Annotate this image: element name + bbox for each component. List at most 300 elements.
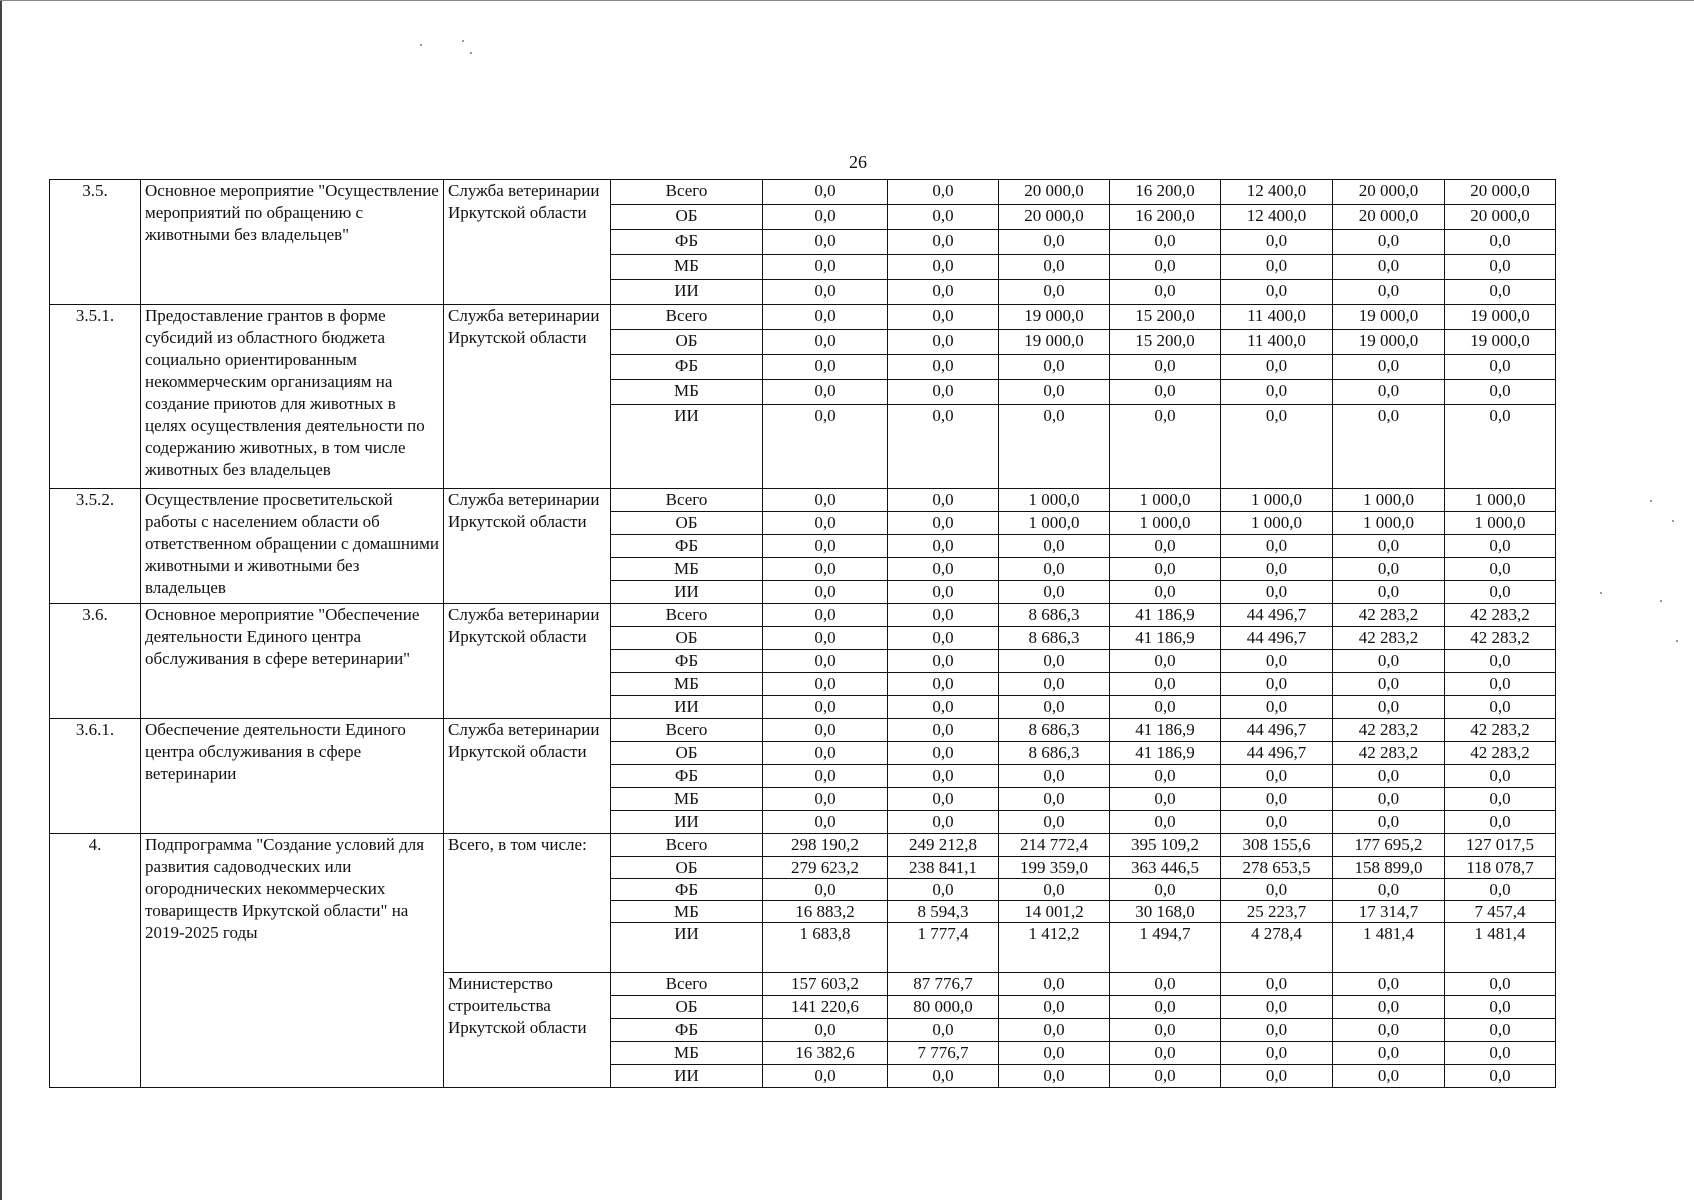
funding-source-cell: ИИ [611,1065,763,1088]
amount-cell: 0,0 [1445,380,1556,405]
amount-cell: 30 168,0 [1110,901,1221,923]
amount-cell: 0,0 [763,512,888,535]
amount-cell: 298 190,2 [763,834,888,857]
amount-cell: 0,0 [999,1065,1110,1088]
table-row [50,719,1556,742]
amount-cell: 0,0 [1445,879,1556,901]
amount-cell: 0,0 [999,673,1110,696]
funding-source-cell: МБ [611,558,763,581]
amount-cell: 0,0 [1445,280,1556,305]
amount-cell: 1 000,0 [1333,512,1445,535]
amount-cell: 0,0 [888,765,999,788]
amount-cell: 0,0 [888,405,999,489]
scan-speck [1600,592,1602,594]
funding-source-cell: ФБ [611,1019,763,1042]
amount-cell: 19 000,0 [999,305,1110,330]
amount-cell: 0,0 [999,255,1110,280]
amount-cell: 0,0 [1110,558,1221,581]
amount-cell: 0,0 [888,180,999,205]
funding-source-cell: ОБ [611,857,763,879]
funding-source-cell: МБ [611,788,763,811]
amount-cell: 0,0 [888,1019,999,1042]
amount-cell: 0,0 [888,380,999,405]
amount-cell: 0,0 [1110,765,1221,788]
amount-cell: 0,0 [888,604,999,627]
amount-cell: 42 283,2 [1445,604,1556,627]
amount-cell: 0,0 [763,355,888,380]
amount-cell: 0,0 [1110,1019,1221,1042]
scan-speck [462,40,464,42]
responsible-executor-cell: Служба ветеринарии Иркутской области [444,489,611,604]
scan-speck [1672,520,1674,522]
amount-cell: 0,0 [763,879,888,901]
amount-cell: 0,0 [1333,650,1445,673]
amount-cell: 0,0 [999,558,1110,581]
amount-cell: 0,0 [1333,879,1445,901]
amount-cell: 0,0 [999,788,1110,811]
amount-cell: 278 653,5 [1221,857,1333,879]
amount-cell: 1 777,4 [888,923,999,973]
amount-cell: 0,0 [1333,973,1445,996]
scan-left-edge [0,0,2,1200]
amount-cell: 0,0 [1333,280,1445,305]
measure-name-cell: Подпрограмма "Создание условий для развития садоводческих или огороднических некоммерческих товариществ Иркутской области" на 2019-2025 годы [141,834,444,1088]
amount-cell: 8 594,3 [888,901,999,923]
amount-cell: 0,0 [1221,535,1333,558]
amount-cell: 20 000,0 [1445,205,1556,230]
amount-cell: 0,0 [1110,650,1221,673]
amount-cell: 0,0 [999,230,1110,255]
funding-source-cell: ФБ [611,230,763,255]
amount-cell: 0,0 [1110,811,1221,834]
amount-cell: 0,0 [1445,973,1556,996]
amount-cell: 14 001,2 [999,901,1110,923]
amount-cell: 0,0 [763,230,888,255]
funding-source-cell: ИИ [611,696,763,719]
amount-cell: 0,0 [763,627,888,650]
responsible-executor-cell: Служба ветеринарии Иркутской области [444,305,611,489]
amount-cell: 0,0 [763,180,888,205]
amount-cell: 0,0 [1221,973,1333,996]
funding-source-cell: ИИ [611,923,763,973]
funding-source-cell: ОБ [611,512,763,535]
amount-cell: 1 494,7 [1110,923,1221,973]
amount-cell: 0,0 [888,330,999,355]
row-number-cell: 3.6.1. [50,719,141,834]
amount-cell: 42 283,2 [1333,742,1445,765]
responsible-executor-cell: Служба ветеринарии Иркутской области [444,719,611,834]
funding-source-cell: МБ [611,255,763,280]
amount-cell: 0,0 [1221,581,1333,604]
amount-cell: 0,0 [1110,230,1221,255]
amount-cell: 0,0 [1110,255,1221,280]
amount-cell: 16 382,6 [763,1042,888,1065]
amount-cell: 1 000,0 [1445,512,1556,535]
amount-cell: 0,0 [888,1065,999,1088]
amount-cell: 308 155,6 [1221,834,1333,857]
funding-source-cell: ОБ [611,742,763,765]
amount-cell: 80 000,0 [888,996,999,1019]
amount-cell: 0,0 [763,650,888,673]
amount-cell: 8 686,3 [999,627,1110,650]
amount-cell: 0,0 [1221,788,1333,811]
amount-cell: 0,0 [999,879,1110,901]
table-row [50,489,1556,512]
table-row [50,305,1556,330]
amount-cell: 19 000,0 [1333,305,1445,330]
amount-cell: 0,0 [763,1065,888,1088]
scan-speck [1650,500,1652,502]
amount-cell: 0,0 [999,535,1110,558]
amount-cell: 0,0 [763,1019,888,1042]
scan-speck [420,44,422,46]
amount-cell: 0,0 [763,696,888,719]
amount-cell: 20 000,0 [1333,205,1445,230]
amount-cell: 0,0 [1221,996,1333,1019]
amount-cell: 19 000,0 [1333,330,1445,355]
measure-name-cell: Предоставление грантов в форме субсидий из областного бюджета социально ориентированным некоммерческим организациям на создание приютов для животных в целях осуществления деятельности по содержанию животных, в том числе животных без владельцев [141,305,444,489]
amount-cell: 0,0 [1445,1065,1556,1088]
amount-cell: 0,0 [1110,405,1221,489]
amount-cell: 0,0 [763,719,888,742]
amount-cell: 0,0 [1445,1019,1556,1042]
amount-cell: 0,0 [1221,811,1333,834]
amount-cell: 1 000,0 [999,512,1110,535]
amount-cell: 41 186,9 [1110,719,1221,742]
amount-cell: 0,0 [763,604,888,627]
amount-cell: 0,0 [1110,996,1221,1019]
funding-source-cell: ИИ [611,280,763,305]
amount-cell: 0,0 [1110,355,1221,380]
amount-cell: 0,0 [1221,765,1333,788]
amount-cell: 0,0 [888,879,999,901]
amount-cell: 0,0 [1445,650,1556,673]
measure-name-cell: Обеспечение деятельности Единого центра обслуживания в сфере ветеринарии [141,719,444,834]
amount-cell: 15 200,0 [1110,330,1221,355]
amount-cell: 0,0 [888,811,999,834]
amount-cell: 0,0 [1445,558,1556,581]
amount-cell: 0,0 [763,788,888,811]
amount-cell: 0,0 [1333,1042,1445,1065]
amount-cell: 0,0 [1221,879,1333,901]
amount-cell: 0,0 [1333,1019,1445,1042]
funding-source-cell: ФБ [611,535,763,558]
row-number-cell: 3.6. [50,604,141,719]
amount-cell: 0,0 [1221,380,1333,405]
amount-cell: 0,0 [1110,380,1221,405]
amount-cell: 0,0 [1445,788,1556,811]
amount-cell: 7 457,4 [1445,901,1556,923]
amount-cell: 0,0 [1333,765,1445,788]
amount-cell: 44 496,7 [1221,604,1333,627]
amount-cell: 0,0 [1333,355,1445,380]
responsible-executor-cell: Всего, в том числе: [444,834,611,973]
amount-cell: 11 400,0 [1221,330,1333,355]
amount-cell: 0,0 [999,405,1110,489]
amount-cell: 1 000,0 [999,489,1110,512]
amount-cell: 0,0 [1333,230,1445,255]
amount-cell: 0,0 [1110,581,1221,604]
amount-cell: 0,0 [1445,696,1556,719]
amount-cell: 44 496,7 [1221,742,1333,765]
amount-cell: 1 000,0 [1445,489,1556,512]
funding-source-cell: ИИ [611,581,763,604]
amount-cell: 0,0 [1445,581,1556,604]
amount-cell: 0,0 [888,788,999,811]
amount-cell: 1 481,4 [1445,923,1556,973]
responsible-executor-cell: Министерство строительства Иркутской области [444,973,611,1088]
amount-cell: 42 283,2 [1333,627,1445,650]
amount-cell: 0,0 [1333,558,1445,581]
amount-cell: 0,0 [1110,1042,1221,1065]
funding-source-cell: ОБ [611,627,763,650]
amount-cell: 141 220,6 [763,996,888,1019]
amount-cell: 7 776,7 [888,1042,999,1065]
responsible-executor-cell: Служба ветеринарии Иркутской области [444,604,611,719]
funding-source-cell: ОБ [611,996,763,1019]
amount-cell: 20 000,0 [999,180,1110,205]
amount-cell: 0,0 [999,355,1110,380]
row-number-cell: 3.5.1. [50,305,141,489]
amount-cell: 20 000,0 [999,205,1110,230]
amount-cell: 16 883,2 [763,901,888,923]
funding-source-cell: МБ [611,1042,763,1065]
funding-source-cell: Всего [611,489,763,512]
funding-source-cell: МБ [611,380,763,405]
amount-cell: 0,0 [999,280,1110,305]
responsible-executor-cell: Служба ветеринарии Иркутской области [444,180,611,305]
amount-cell: 0,0 [763,535,888,558]
amount-cell: 0,0 [1110,280,1221,305]
amount-cell: 42 283,2 [1333,604,1445,627]
amount-cell: 16 200,0 [1110,205,1221,230]
scan-speck [1676,640,1678,642]
amount-cell: 0,0 [888,512,999,535]
row-number-cell: 4. [50,834,141,1088]
table-row [50,180,1556,205]
amount-cell: 0,0 [888,205,999,230]
amount-cell: 0,0 [1445,405,1556,489]
amount-cell: 0,0 [1445,673,1556,696]
amount-cell: 1 412,2 [999,923,1110,973]
amount-cell: 41 186,9 [1110,627,1221,650]
amount-cell: 0,0 [1445,230,1556,255]
amount-cell: 0,0 [999,380,1110,405]
amount-cell: 0,0 [1110,696,1221,719]
amount-cell: 0,0 [888,535,999,558]
amount-cell: 0,0 [888,696,999,719]
funding-source-cell: МБ [611,673,763,696]
amount-cell: 0,0 [1110,673,1221,696]
amount-cell: 0,0 [1333,581,1445,604]
amount-cell: 0,0 [763,811,888,834]
amount-cell: 0,0 [1221,1065,1333,1088]
amount-cell: 0,0 [888,558,999,581]
amount-cell: 42 283,2 [1445,627,1556,650]
amount-cell: 0,0 [1445,255,1556,280]
amount-cell: 0,0 [888,719,999,742]
funding-source-cell: ИИ [611,811,763,834]
amount-cell: 1 683,8 [763,923,888,973]
amount-cell: 0,0 [763,380,888,405]
row-number-cell: 3.5. [50,180,141,305]
amount-cell: 44 496,7 [1221,627,1333,650]
amount-cell: 0,0 [999,765,1110,788]
table-row [50,834,1556,857]
amount-cell: 158 899,0 [1333,857,1445,879]
amount-cell: 0,0 [1333,673,1445,696]
amount-cell: 41 186,9 [1110,604,1221,627]
amount-cell: 0,0 [1333,696,1445,719]
funding-source-cell: ФБ [611,879,763,901]
funding-source-cell: ИИ [611,405,763,489]
scan-top-edge [0,0,1694,1]
amount-cell: 0,0 [999,1019,1110,1042]
amount-cell: 0,0 [1110,973,1221,996]
amount-cell: 0,0 [763,489,888,512]
amount-cell: 0,0 [888,673,999,696]
amount-cell: 11 400,0 [1221,305,1333,330]
row-number-cell: 3.5.2. [50,489,141,604]
amount-cell: 17 314,7 [1333,901,1445,923]
funding-source-cell: Всего [611,973,763,996]
amount-cell: 199 359,0 [999,857,1110,879]
amount-cell: 12 400,0 [1221,205,1333,230]
amount-cell: 0,0 [763,742,888,765]
amount-cell: 0,0 [888,230,999,255]
amount-cell: 0,0 [888,255,999,280]
amount-cell: 0,0 [888,305,999,330]
page-number: 26 [849,152,867,172]
amount-cell: 0,0 [999,811,1110,834]
amount-cell: 214 772,4 [999,834,1110,857]
amount-cell: 0,0 [763,205,888,230]
amount-cell: 0,0 [1221,355,1333,380]
amount-cell: 0,0 [1445,811,1556,834]
amount-cell: 0,0 [763,280,888,305]
funding-source-cell: МБ [611,901,763,923]
amount-cell: 1 000,0 [1221,489,1333,512]
measure-name-cell: Основное мероприятие "Обеспечение деятельности Единого центра обслуживания в сфере ветеринарии" [141,604,444,719]
amount-cell: 0,0 [763,405,888,489]
amount-cell: 19 000,0 [1445,305,1556,330]
amount-cell: 0,0 [763,330,888,355]
amount-cell: 0,0 [763,305,888,330]
amount-cell: 42 283,2 [1445,742,1556,765]
scan-speck [1660,600,1662,602]
amount-cell: 0,0 [999,696,1110,719]
amount-cell: 0,0 [1110,535,1221,558]
amount-cell: 238 841,1 [888,857,999,879]
amount-cell: 0,0 [1110,788,1221,811]
funding-source-cell: ФБ [611,355,763,380]
measure-name-cell: Основное мероприятие "Осуществление мероприятий по обращению с животными без владельцев" [141,180,444,305]
amount-cell: 0,0 [1333,1065,1445,1088]
amount-cell: 1 481,4 [1333,923,1445,973]
amount-cell: 0,0 [1221,405,1333,489]
amount-cell: 0,0 [1445,765,1556,788]
amount-cell: 363 446,5 [1110,857,1221,879]
amount-cell: 0,0 [1445,535,1556,558]
amount-cell: 0,0 [999,650,1110,673]
funding-source-cell: ОБ [611,205,763,230]
amount-cell: 42 283,2 [1333,719,1445,742]
amount-cell: 395 109,2 [1110,834,1221,857]
amount-cell: 0,0 [1333,811,1445,834]
funding-source-cell: Всего [611,834,763,857]
amount-cell: 0,0 [1445,1042,1556,1065]
amount-cell: 0,0 [888,581,999,604]
amount-cell: 157 603,2 [763,973,888,996]
amount-cell: 8 686,3 [999,742,1110,765]
amount-cell: 1 000,0 [1110,512,1221,535]
amount-cell: 1 000,0 [1333,489,1445,512]
amount-cell: 0,0 [1333,405,1445,489]
funding-source-cell: Всего [611,180,763,205]
amount-cell: 0,0 [1333,788,1445,811]
amount-cell: 0,0 [1333,996,1445,1019]
amount-cell: 16 200,0 [1110,180,1221,205]
amount-cell: 41 186,9 [1110,742,1221,765]
amount-cell: 0,0 [999,581,1110,604]
amount-cell: 20 000,0 [1333,180,1445,205]
amount-cell: 0,0 [1110,879,1221,901]
amount-cell: 25 223,7 [1221,901,1333,923]
amount-cell: 279 623,2 [763,857,888,879]
amount-cell: 0,0 [1333,380,1445,405]
amount-cell: 0,0 [1445,996,1556,1019]
amount-cell: 0,0 [1221,673,1333,696]
amount-cell: 0,0 [999,1042,1110,1065]
amount-cell: 19 000,0 [999,330,1110,355]
amount-cell: 0,0 [888,489,999,512]
funding-source-cell: ОБ [611,330,763,355]
amount-cell: 0,0 [999,996,1110,1019]
amount-cell: 0,0 [1333,255,1445,280]
amount-cell: 0,0 [1221,230,1333,255]
amount-cell: 12 400,0 [1221,180,1333,205]
amount-cell: 44 496,7 [1221,719,1333,742]
amount-cell: 0,0 [1445,355,1556,380]
amount-cell: 0,0 [763,765,888,788]
amount-cell: 118 078,7 [1445,857,1556,879]
amount-cell: 1 000,0 [1110,489,1221,512]
amount-cell: 0,0 [763,558,888,581]
amount-cell: 0,0 [888,742,999,765]
budget-table [49,179,1556,1088]
amount-cell: 0,0 [888,355,999,380]
amount-cell: 127 017,5 [1445,834,1556,857]
amount-cell: 0,0 [1221,1019,1333,1042]
amount-cell: 20 000,0 [1445,180,1556,205]
amount-cell: 4 278,4 [1221,923,1333,973]
amount-cell: 0,0 [888,650,999,673]
amount-cell: 0,0 [763,255,888,280]
amount-cell: 0,0 [1221,558,1333,581]
amount-cell: 0,0 [1221,280,1333,305]
amount-cell: 0,0 [1221,696,1333,719]
amount-cell: 0,0 [1221,255,1333,280]
scan-speck [470,52,472,54]
funding-source-cell: Всего [611,305,763,330]
amount-cell: 19 000,0 [1445,330,1556,355]
measure-name-cell: Осуществление просветительской работы с населением области об ответственном обращении с домашними животными и животными без владельцев [141,489,444,604]
amount-cell: 249 212,8 [888,834,999,857]
amount-cell: 42 283,2 [1445,719,1556,742]
amount-cell: 0,0 [888,280,999,305]
table-row [50,604,1556,627]
funding-source-cell: Всего [611,719,763,742]
